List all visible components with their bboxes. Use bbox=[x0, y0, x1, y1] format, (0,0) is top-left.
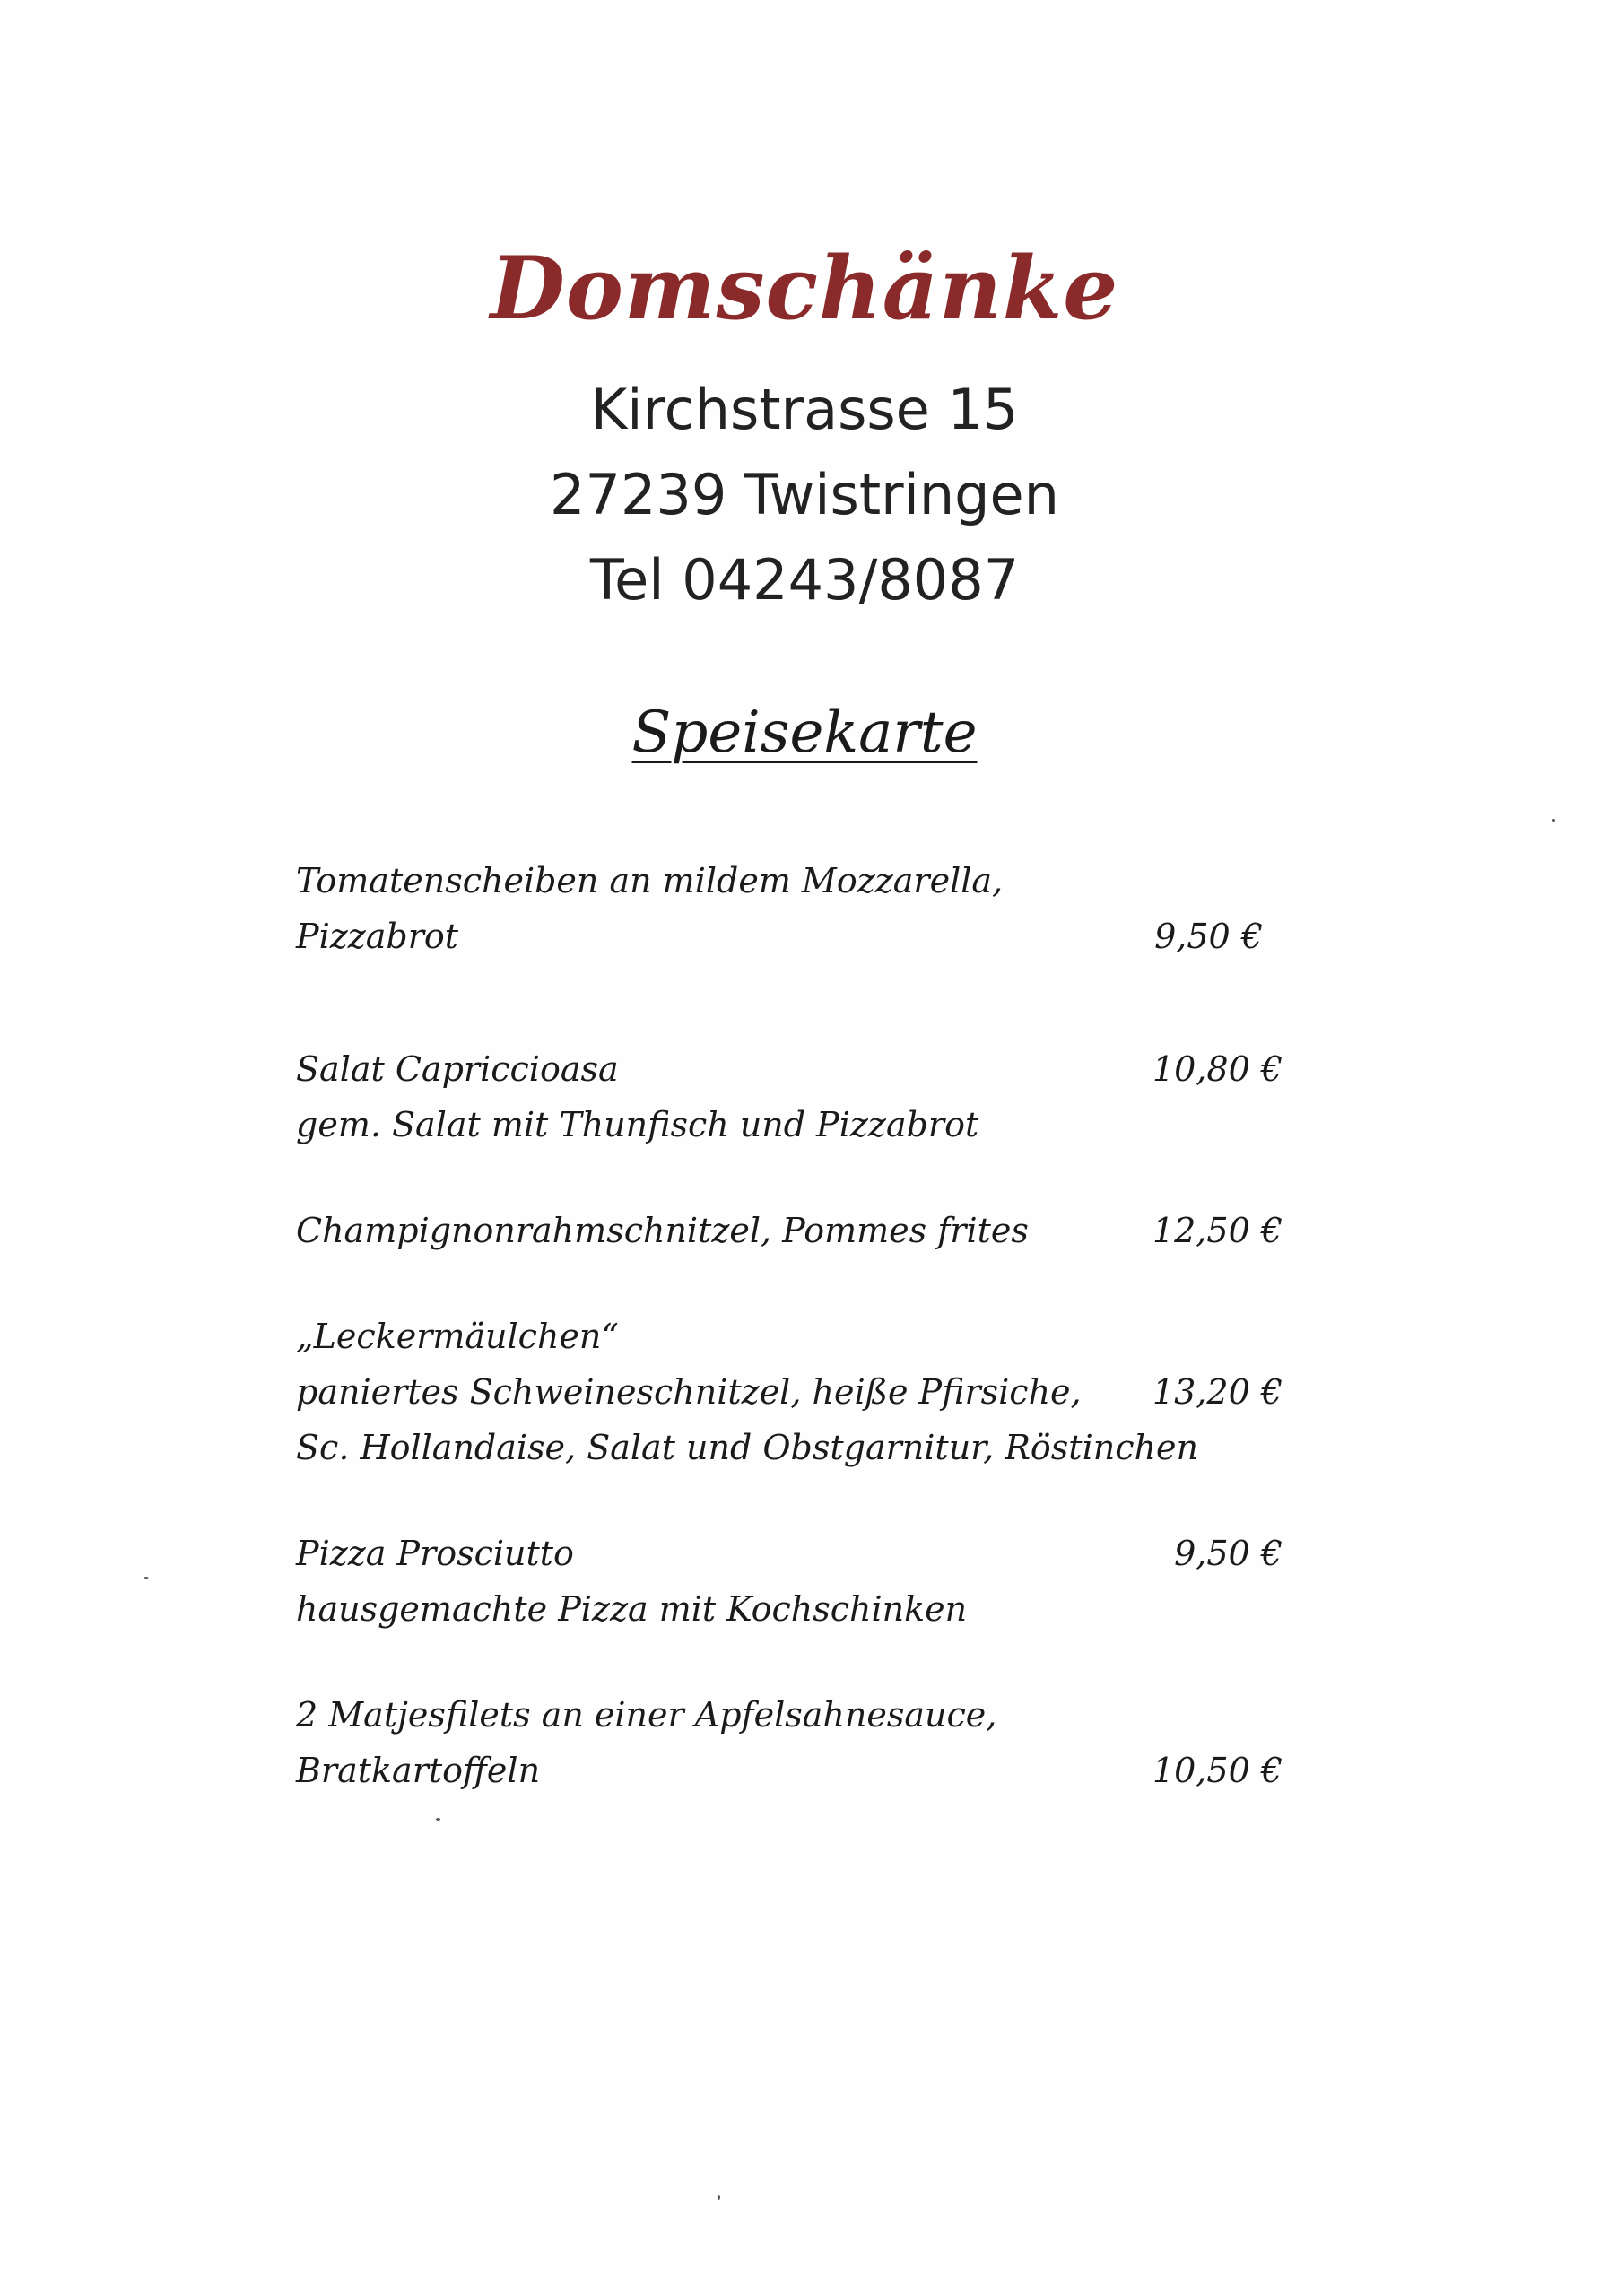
restaurant-name: Domschänke bbox=[490, 238, 1119, 339]
menu-item-price: 10,80 € bbox=[1152, 1049, 1283, 1089]
menu-item-title: Champignonrahmschnitzel, Pommes frites bbox=[296, 1211, 1029, 1250]
menu-item-price: 9,50 € bbox=[1154, 917, 1263, 956]
menu-item-price: 13,20 € bbox=[1152, 1372, 1283, 1412]
menu-item-price: 10,50 € bbox=[1152, 1751, 1283, 1790]
menu-item-title: Pizza Prosciutto bbox=[296, 1534, 574, 1573]
menu-item-description: gem. Salat mit Thunfisch und Pizzabrot bbox=[296, 1105, 979, 1144]
scan-speck bbox=[1552, 819, 1555, 822]
menu-item-title: Salat Capriccioasa bbox=[296, 1049, 619, 1089]
address-street: Kirchstrasse 15 bbox=[590, 377, 1019, 442]
menu-item-description: Sc. Hollandaise, Salat und Obstgarnitur, Röstinchen bbox=[296, 1428, 1198, 1467]
scan-speck bbox=[436, 1818, 440, 1821]
menu-title bbox=[0, 700, 1609, 766]
menu-item-title: 2 Matjesfilets an einer Apfelsahnesauce, bbox=[296, 1695, 997, 1735]
menu-item-description: Bratkartoffeln bbox=[296, 1751, 541, 1790]
menu-item-price: 12,50 € bbox=[1152, 1211, 1283, 1250]
menu-title-text: Speisekarte bbox=[631, 700, 978, 766]
menu-item-title: „Leckermäulchen“ bbox=[296, 1317, 619, 1356]
scan-speck bbox=[718, 2195, 720, 2200]
address-city: 27239 Twistringen bbox=[550, 462, 1059, 527]
menu-item-description: hausgemachte Pizza mit Kochschinken bbox=[296, 1589, 968, 1629]
menu-item-title: Tomatenscheiben an mildem Mozzarella, bbox=[296, 861, 1004, 900]
menu-item-price: 9,50 € bbox=[1174, 1534, 1283, 1573]
phone-number: Tel 04243/8087 bbox=[589, 547, 1020, 613]
scan-speck bbox=[144, 1577, 149, 1579]
menu-item-description: paniertes Schweineschnitzel, heiße Pfirsiche, bbox=[296, 1372, 1082, 1412]
menu-item-description: Pizzabrot bbox=[296, 917, 459, 956]
